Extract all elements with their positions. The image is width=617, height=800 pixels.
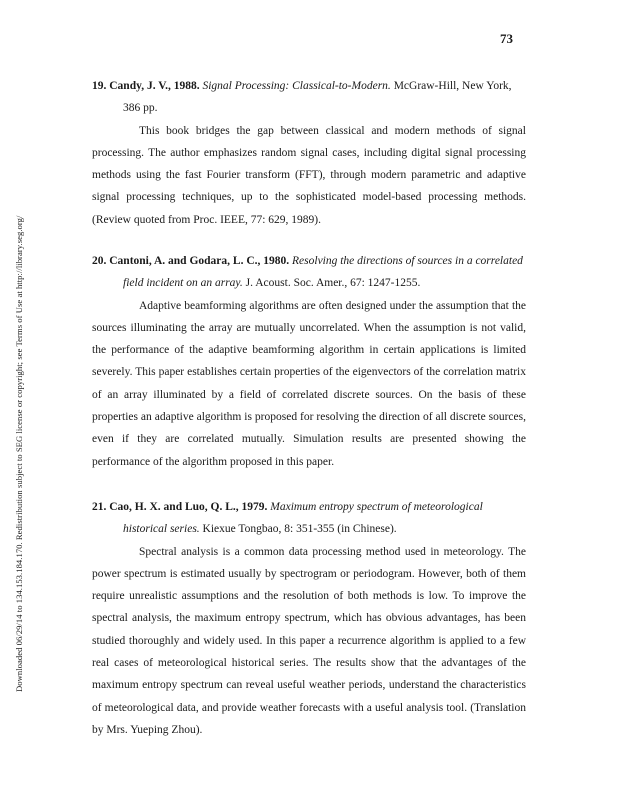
abstract: This book bridges the gap between classical and modern methods of signal processing. The author emphasizes random signal cases, including digital signal processing methods using the fast Fourier transform (FFT), through modern parametric and adaptive signal processing techniques, up to the sophisticated model-based processing methods. (Review quoted from Proc. IEEE, 77: 629, 1989).: [92, 124, 526, 226]
citation: [92, 250, 526, 295]
reference-entry: [92, 496, 526, 741]
citation-title: Resolving the directions of sources in a correlated field incident on an array.: [123, 255, 523, 290]
citation-source: McGraw-Hill, New York, 386 pp.: [123, 80, 512, 115]
citation: [92, 75, 526, 120]
entry-number: 21.: [92, 501, 107, 513]
entry-number: 20.: [92, 255, 107, 267]
citation-authors: Cantoni, A. and Godara, L. C., 1980.: [109, 255, 290, 267]
entry-number: 19.: [92, 80, 107, 92]
abstract: Adaptive beamforming algorithms are often designed under the assumption that the sources illuminating the array are mutually uncorrelated. When the assumption is not valid, the performance of the adaptive beamforming algorithm in certain applications is limited severely. This paper establishes certain properties of the eigenvectors of the correlation matrix of an array illuminated by a field of correlated discrete sources. On the basis of these properties an adaptive algorithm is proposed for resolving the direction of all discrete sources, even if they are correlated mutually. Simulation results are presented showing the performance of the algorithm proposed in this paper.: [92, 299, 526, 468]
citation: [92, 496, 526, 541]
reference-entry: [92, 250, 526, 473]
citation-title: Signal Processing: Classical-to-Modern.: [202, 80, 391, 92]
citation-source: J. Acoust. Soc. Amer., 67: 1247-1255.: [245, 277, 421, 290]
citation-authors: Cao, H. X. and Luo, Q. L., 1979.: [109, 501, 268, 513]
citation-authors: Candy, J. V., 1988.: [109, 80, 200, 92]
reference-entry: [92, 75, 526, 231]
page-number: 73: [500, 31, 513, 46]
citation-source: Kiexue Tongbao, 8: 351-355 (in Chinese).: [202, 523, 397, 536]
download-notice: Downloaded 06/29/14 to 134.153.184.170. Redistribution subject to SEG license or copyright; see Terms of Use at http://library.seg.org/: [14, 215, 24, 692]
abstract: Spectral analysis is a common data processing method used in meteorology. The power spectrum is estimated usually by spectrogram or periodogram. However, both of them require unrealistic assumptions and the resolution of both methods is low. To improve the spectral analysis, the maximum entropy spectrum, which has obvious advantages, has been studied thoroughly and widely used. In this paper a recurrence algorithm is applied to a few real cases of meteorological historical series. The results show that the advantages of the maximum entropy spectrum can reveal useful weather periods, understand the characteristics of meteorological data, and provide weather forecasts with a useful analysis tool. (Translation by Mrs. Yueping Zhou).: [92, 545, 526, 736]
citation-title: Maximum entropy spectrum of meteorological historical series.: [123, 501, 483, 536]
